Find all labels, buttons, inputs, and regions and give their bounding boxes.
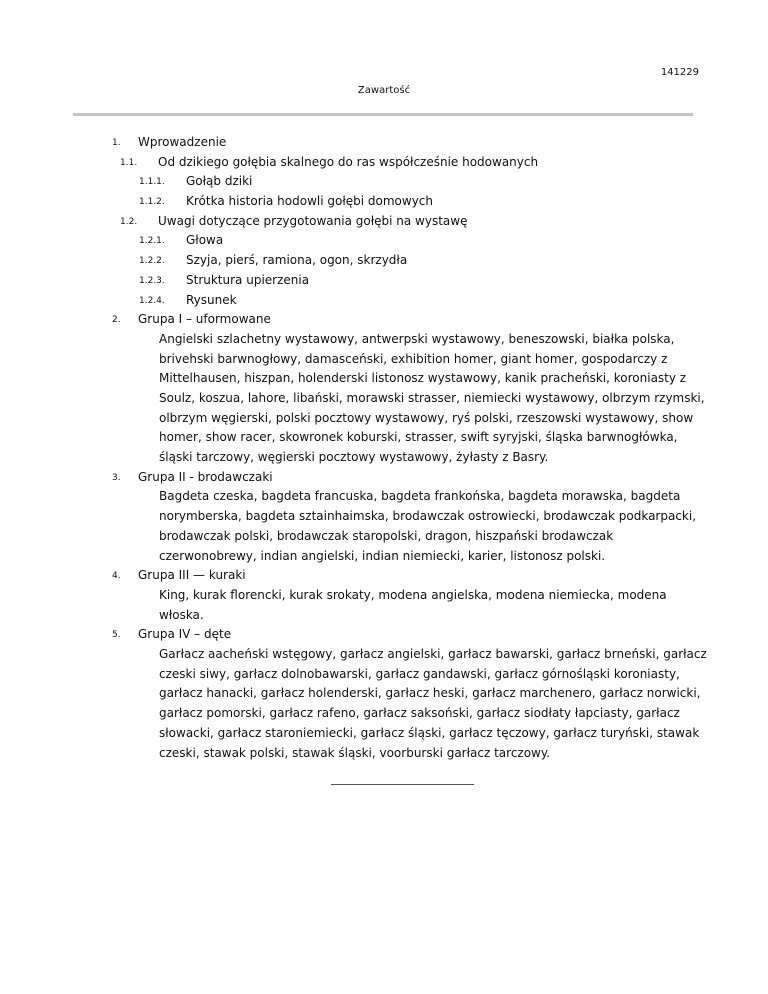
toc-entry-1-1-1[interactable] <box>0 172 768 192</box>
page-number: 141229 <box>660 67 699 78</box>
toc-label: Krótka historia hodowli gołębi domowych <box>186 194 433 209</box>
toc-entry-1-1[interactable] <box>0 153 768 173</box>
toc-label: Grupa III — kuraki <box>138 568 246 583</box>
toc-number: 4. <box>112 571 121 582</box>
toc-entry-5[interactable] <box>0 625 768 645</box>
footer-divider <box>331 784 474 785</box>
toc-label: Struktura upierzenia <box>186 272 310 287</box>
toc-label: Uwagi dotyczące przygotowania gołębi na wystawę <box>158 213 468 228</box>
toc-entry-3[interactable] <box>0 468 768 488</box>
toc-label: Szyja, pierś, ramiona, ogon, skrzydła <box>186 253 408 268</box>
toc-number: 1.2.2. <box>139 256 165 267</box>
section-3-breed-list: Bagdeta czeska, bagdeta francuska, bagdeta frankońska, bagdeta morawska, bagdeta norymberska, bagdeta sztainhaimska, brodawczak ostrowiecki, brodawczak podkarpacki, brodawczak polski, brodawczak staropolski, dragon, hiszpański brodawczak czerwonobrewy, indian angielski, indian niemiecki, karier, listonosz polski. <box>159 489 697 563</box>
header-divider <box>73 113 693 116</box>
toc-entry-1-1-2[interactable] <box>0 192 768 212</box>
toc-label: Od dzikiego gołębia skalnego do ras współcześnie hodowanych <box>158 154 539 169</box>
document-title: Zawartość <box>357 85 411 96</box>
toc-number: 1.2.1. <box>139 236 165 247</box>
toc-entry-1[interactable] <box>0 133 768 153</box>
toc-entry-1-2[interactable] <box>0 212 768 232</box>
toc-number: 1. <box>112 138 121 148</box>
toc-label: Grupa IV – dęte <box>138 627 232 642</box>
toc-number: 3. <box>112 472 121 483</box>
toc-number: 1.1.1. <box>139 177 165 188</box>
toc-number: 1.2.4. <box>139 295 165 306</box>
toc-number: 1.2. <box>120 216 138 227</box>
toc-label: Grupa I – uformowane <box>138 312 271 327</box>
toc-entry-4[interactable] <box>0 566 768 586</box>
toc-entry-2[interactable] <box>0 310 768 330</box>
toc-label: Rysunek <box>186 292 237 307</box>
toc-number: 1.1.2. <box>139 197 165 208</box>
section-4-breed-list: King, kurak florencki, kurak srokaty, modena angielska, modena niemiecka, modena włoska. <box>159 587 667 622</box>
toc-number: 5. <box>112 630 121 641</box>
toc-entry-1-2-4[interactable] <box>0 291 768 311</box>
toc-label: Wprowadzenie <box>138 135 227 149</box>
toc-label: Gołąb dziki <box>186 174 253 189</box>
section-2-breed-list: Angielski szlachetny wystawowy, antwerpski wystawowy, beneszowski, białka polska, brivehski barwnogłowy, damasceński, exhibition homer, giant homer, gospodarczy z Mittelhausen, hiszpan, holenderski listonosz wystawowy, kanik pracheński, koroniasty z Soulz, koszua, lahore, libański, morawski strasser, niemiecki wystawowy, olbrzym rzymski, olbrzym węgierski, polski pocztowy wystawowy, ryś polski, rzeszowski wystawowy, show homer, show racer, skowronek koburski, strasser, swift syryjski, śląska barwnogłówka, śląski tarczowy, węgierski pocztowy wystawowy, żyłasty z Basry. <box>159 331 705 465</box>
section-5-breed-list: Garłacz aacheński wstęgowy, garłacz angielski, garłacz bawarski, garłacz brneński, garłacz czeski siwy, garłacz dolnobawarski, garłacz gandawski, garłacz górnośląski koroniasty, garłacz hanacki, garłacz holenderski, garłacz heski, garłacz marchenero, garłacz norwicki, garłacz pomorski, garłacz rafeno, garłacz saksoński, garłacz siodłaty łapciasty, garłacz słowacki, garłacz staroniemiecki, garłacz śląski, garłacz tęczowy, garłacz turyński, stawak czeski, stawak polski, stawak śląski, voorburski garłacz tarczowy. <box>159 647 707 760</box>
toc-label: Grupa II - brodawczaki <box>138 469 273 484</box>
toc-label: Głowa <box>186 233 224 248</box>
toc-number: 1.2.3. <box>139 275 165 286</box>
toc-entry-1-2-1[interactable] <box>0 231 768 251</box>
table-of-contents <box>0 133 768 763</box>
toc-entry-1-2-3[interactable] <box>0 271 768 291</box>
toc-entry-1-2-2[interactable] <box>0 251 768 271</box>
toc-number: 1.1. <box>120 157 138 168</box>
toc-number: 2. <box>112 315 121 326</box>
